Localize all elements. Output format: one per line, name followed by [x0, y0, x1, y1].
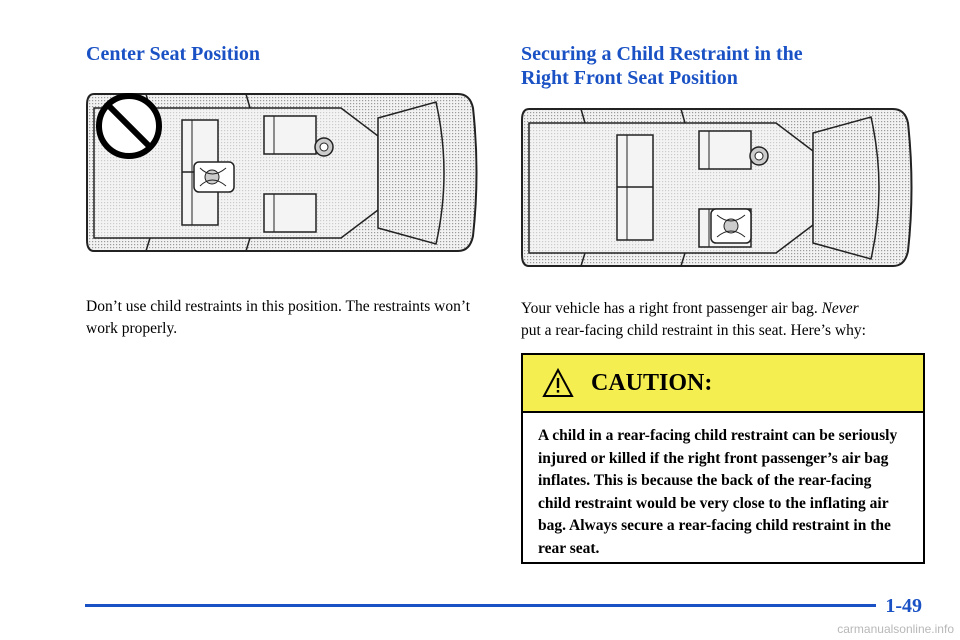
air-bag-icon	[315, 138, 333, 156]
caution-header	[523, 355, 923, 413]
car-seat-icon	[194, 162, 234, 192]
caution-title: CAUTION:	[591, 369, 713, 396]
right-front-seat-heading	[521, 42, 803, 90]
never-emphasis: Never	[821, 300, 859, 317]
center-seat-heading: Center Seat Position	[86, 43, 261, 65]
body-line-2: put a rear-facing child restraint in this seat. Here’s why:	[521, 322, 866, 339]
air-bag-warning-text	[521, 298, 941, 342]
watermark: carmanualsonline.info	[837, 622, 954, 636]
center-seat-instruction: Don’t use child restraints in this position. The restraints won’t work properly.	[86, 298, 471, 337]
body-line-1-prefix: Your vehicle has a right front passenger air bag.	[521, 300, 822, 317]
footer-rule	[85, 604, 876, 607]
right-front-seat-figure	[521, 103, 921, 273]
page-number: 1-49	[885, 595, 922, 617]
prohibition-icon	[99, 96, 159, 156]
warning-triangle-icon	[541, 367, 575, 399]
center-seat-figure	[86, 88, 486, 258]
caution-box	[521, 353, 925, 564]
heading-line-2: Right Front Seat Position	[521, 67, 738, 89]
caution-text: A child in a rear-facing child restraint can be seriously injured or killed if the right front passenger’s air bag inflates. This is because the back of the rear-facing child restraint would be very close to the inflating air bag. Always secure a rear-facing child restraint in the rear seat.	[538, 427, 898, 557]
air-bag-icon	[750, 147, 768, 165]
car-seat-icon	[711, 209, 751, 243]
heading-line-1: Securing a Child Restraint in the	[521, 43, 803, 65]
